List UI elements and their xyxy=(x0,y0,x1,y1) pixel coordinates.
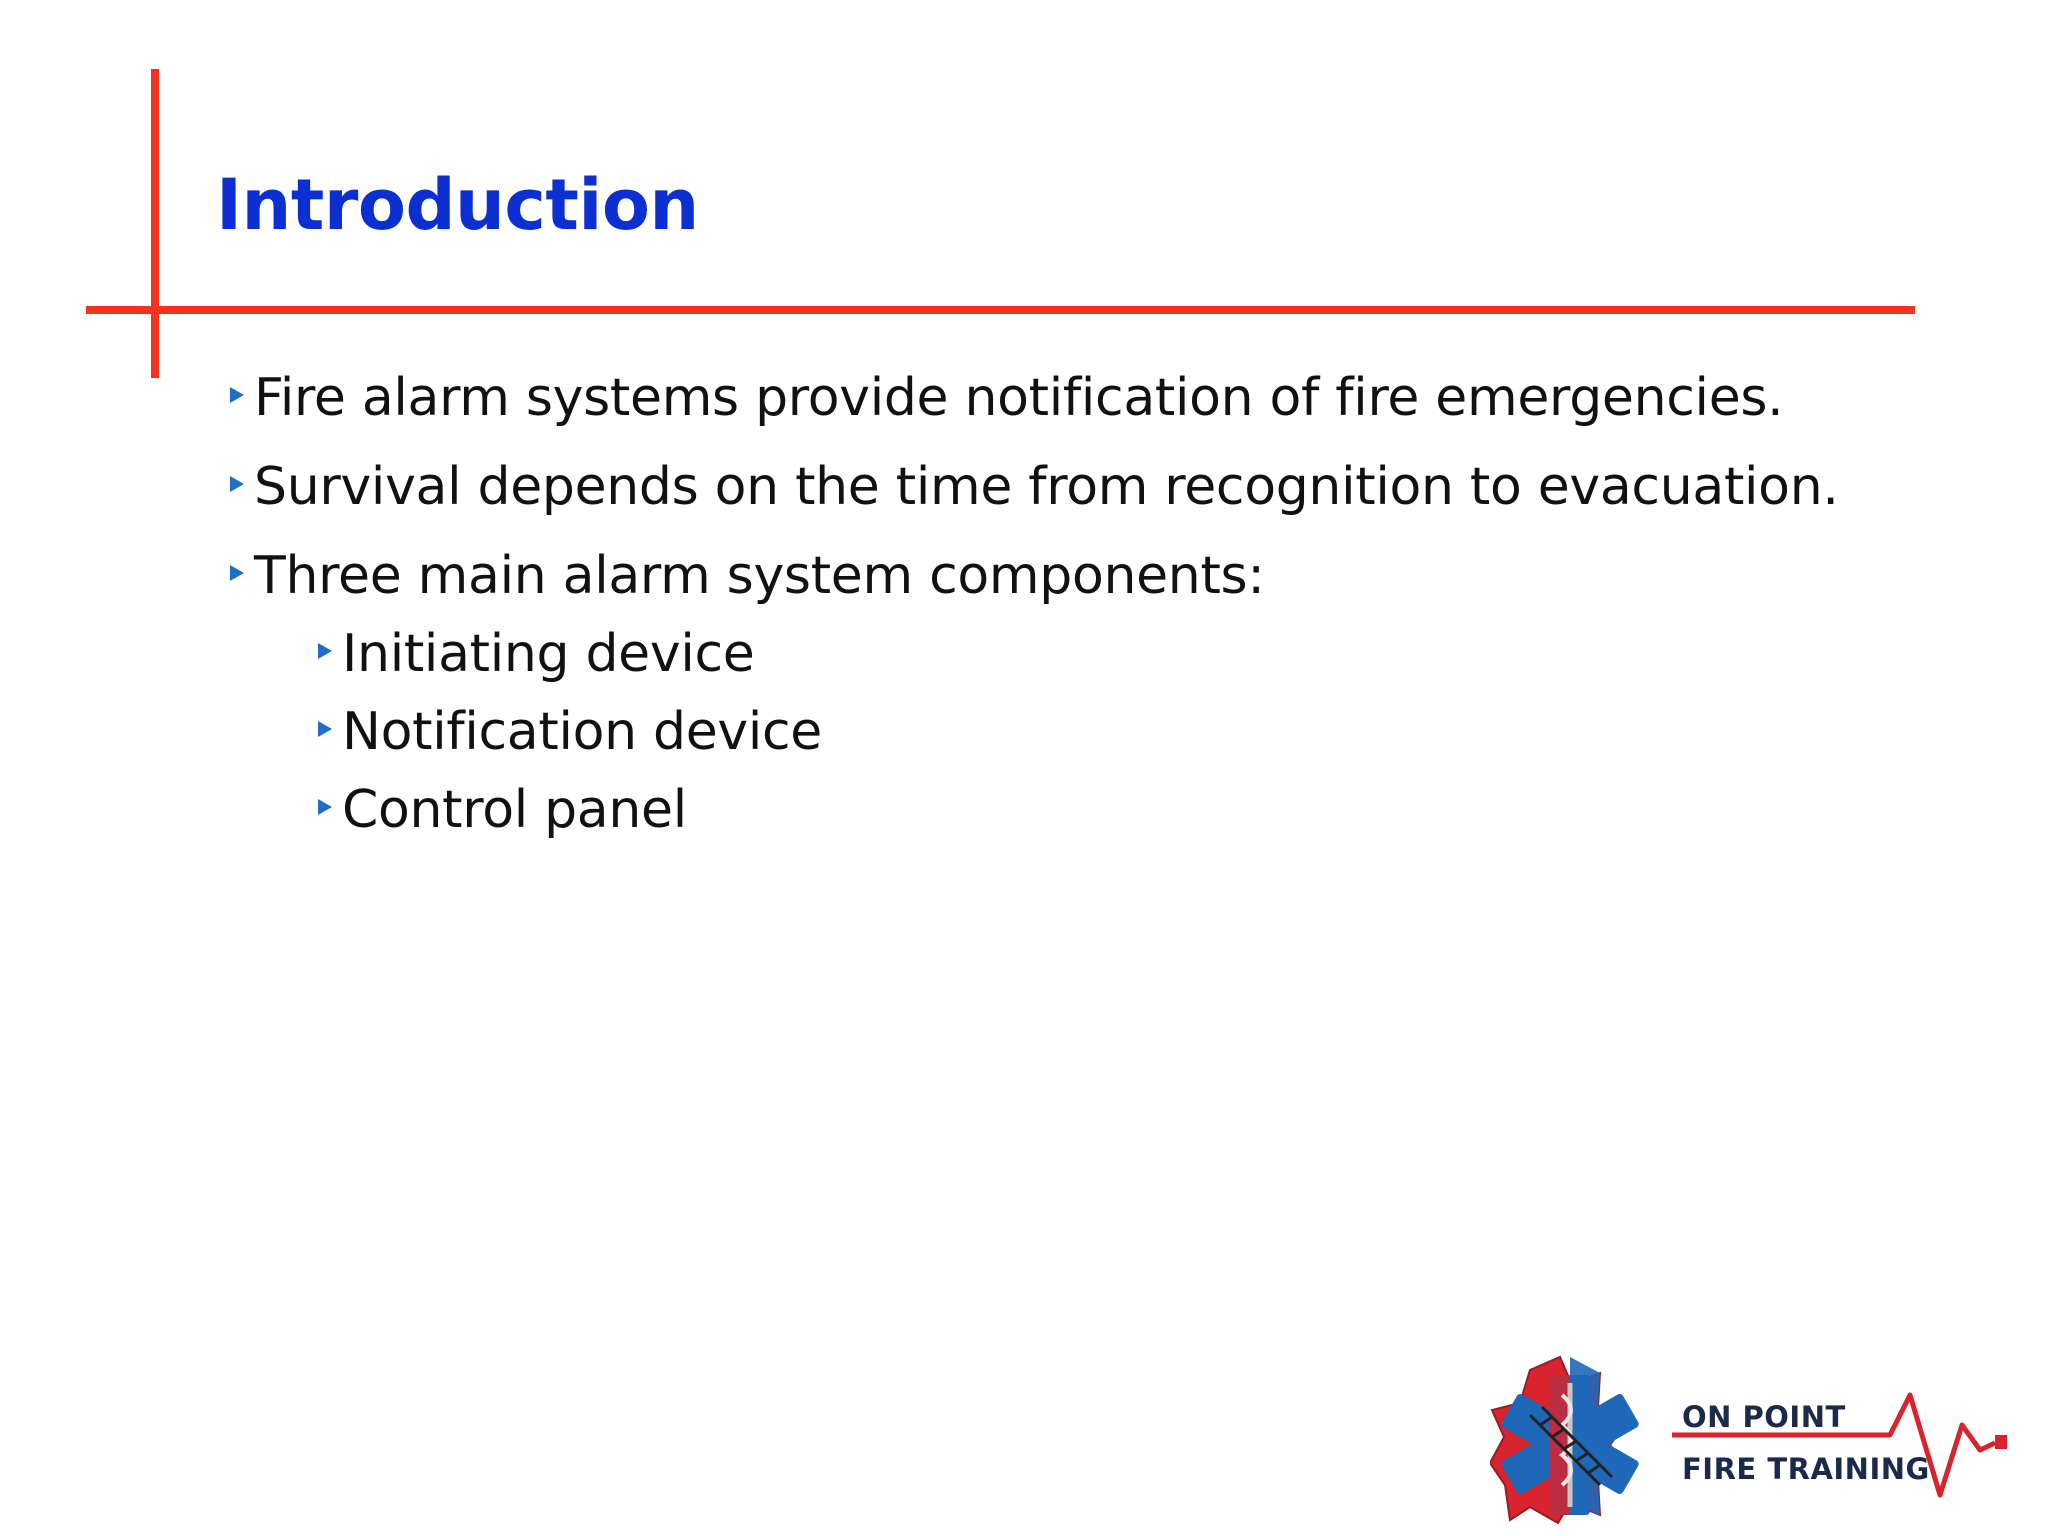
sub-bullet-item xyxy=(318,702,1839,784)
on-point-logo xyxy=(1490,1355,2010,1525)
logo-line-1: ON POINT xyxy=(1682,1400,1846,1434)
accent-vertical-line xyxy=(151,69,159,378)
sub-bullet-text: Control panel xyxy=(342,780,687,840)
bullet-marker-icon xyxy=(318,721,332,737)
bullet-marker-icon xyxy=(318,643,332,659)
bullet-marker-icon xyxy=(230,387,244,403)
bullet-item xyxy=(230,368,1839,461)
sub-bullet-text: Notification device xyxy=(342,702,822,762)
bullet-marker-icon xyxy=(230,476,244,492)
sub-bullet-text: Initiating device xyxy=(342,624,755,684)
bullet-marker-icon xyxy=(230,565,244,581)
accent-horizontal-line xyxy=(86,306,1915,314)
bullet-text: Fire alarm systems provide notification of fire emergencies. xyxy=(254,368,1784,428)
bullet-item xyxy=(230,546,1839,628)
sub-bullet-item xyxy=(318,780,1839,862)
bullet-marker-icon xyxy=(318,799,332,815)
bullet-list xyxy=(230,368,1839,862)
bullet-item xyxy=(230,457,1839,550)
sub-bullet-item xyxy=(318,624,1839,706)
slide-title: Introduction xyxy=(216,164,699,246)
bullet-text: Survival depends on the time from recognition to evacuation. xyxy=(254,457,1839,517)
logo-line-2: FIRE TRAINING xyxy=(1682,1452,1930,1486)
bullet-text: Three main alarm system components: xyxy=(254,546,1265,606)
